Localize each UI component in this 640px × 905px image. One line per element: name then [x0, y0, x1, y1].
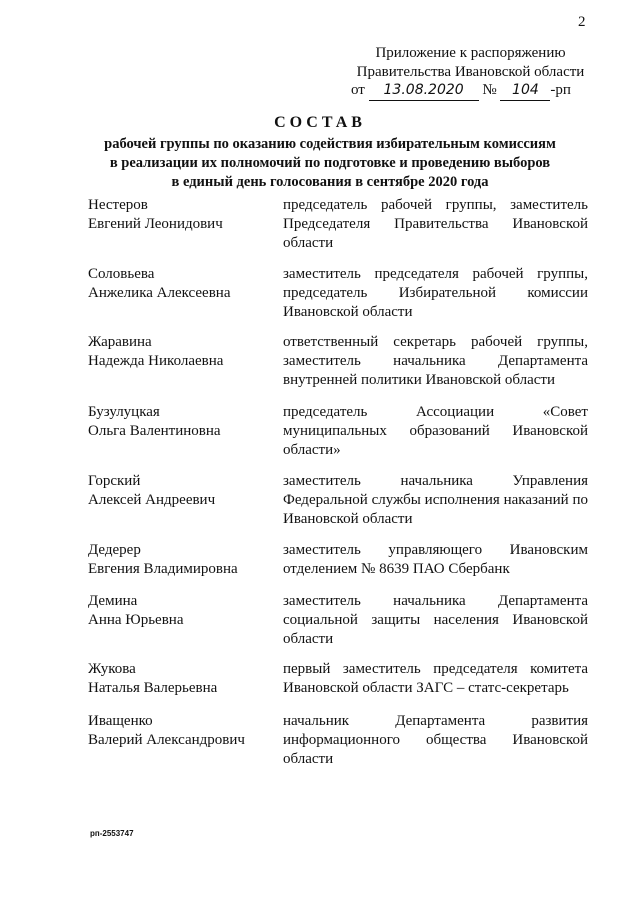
order-suffix: -рп: [550, 82, 571, 98]
member-name: [88, 333, 273, 371]
member-role: председатель Ассоциации «Совет муниципальных образований Ивановской области»: [283, 404, 588, 458]
order-number-sign: №: [482, 82, 497, 98]
document-title: СОСТАВ: [274, 114, 366, 131]
member-surname: Бузулуцкая: [88, 404, 160, 420]
member-name: [88, 403, 273, 441]
member-role: первый заместитель председателя комитета Ивановской области ЗАГС – статс-секретарь: [283, 661, 588, 696]
member-surname: Дедерер: [88, 542, 141, 558]
member-given-name: Надежда Николаевна: [88, 353, 224, 369]
member-given-name: Евгений Леонидович: [88, 216, 223, 232]
member-given-name: Ольга Валентиновна: [88, 423, 221, 439]
member-given-name: Алексей Андреевич: [88, 492, 216, 508]
document-code: рп-2553747: [90, 829, 134, 838]
member-role: заместитель председателя рабочей группы, председатель Избирательной комиссии Ивановской области: [283, 266, 588, 320]
member-role: начальник Департамента развития информационного общества Ивановской области: [283, 713, 588, 767]
member-name: [88, 196, 273, 234]
member-given-name: Анна Юрьевна: [88, 612, 184, 628]
member-given-name: Евгения Владимировна: [88, 561, 238, 577]
member-role: председатель рабочей группы, заместитель Председателя Правительства Ивановской области: [283, 197, 588, 251]
member-name: [88, 541, 273, 579]
order-number: 104: [500, 81, 550, 101]
order-reference: [351, 81, 571, 101]
member-surname: Жаравина: [88, 334, 152, 350]
subtitle-line-1: рабочей группы по оказанию содействия избирательным комиссиям: [104, 136, 556, 152]
member-surname: Горский: [88, 473, 141, 489]
member-surname: Иващенко: [88, 713, 153, 729]
appendix-line-2: Правительства Ивановской области: [356, 64, 585, 80]
member-given-name: Анжелика Алексеевна: [88, 285, 231, 301]
member-given-name: Наталья Валерьевна: [88, 680, 218, 696]
member-name: [88, 712, 273, 750]
appendix-header: [348, 44, 593, 82]
member-surname: Нестеров: [88, 197, 148, 213]
member-given-name: Валерий Александрович: [88, 732, 245, 748]
member-surname: Демина: [88, 593, 138, 609]
order-from-label: от: [351, 82, 365, 98]
member-name: [88, 472, 273, 510]
page-number: 2: [578, 14, 586, 30]
member-role: ответственный секретарь рабочей группы, заместитель начальника Департамента внутренней политики Ивановской области: [283, 334, 588, 388]
member-name: [88, 592, 273, 630]
document-subtitle: [70, 135, 590, 192]
subtitle-line-3: в единый день голосования в сентябре 2020 года: [171, 174, 489, 190]
member-surname: Жукова: [88, 661, 136, 677]
subtitle-line-2: в реализации их полномочий по подготовке и проведению выборов: [109, 155, 551, 171]
member-surname: Соловьева: [88, 266, 155, 282]
appendix-line-1: Приложение к распоряжению: [375, 45, 566, 61]
member-role: заместитель начальника Управления Федеральной службы исполнения наказаний по Ивановской области: [283, 473, 588, 527]
member-role: заместитель начальника Департамента социальной защиты населения Ивановской области: [283, 593, 588, 647]
member-name: [88, 660, 273, 698]
member-role: заместитель управляющего Ивановским отделением № 8639 ПАО Сбербанк: [283, 542, 588, 577]
order-date: 13.08.2020: [369, 81, 479, 101]
member-name: [88, 265, 273, 303]
